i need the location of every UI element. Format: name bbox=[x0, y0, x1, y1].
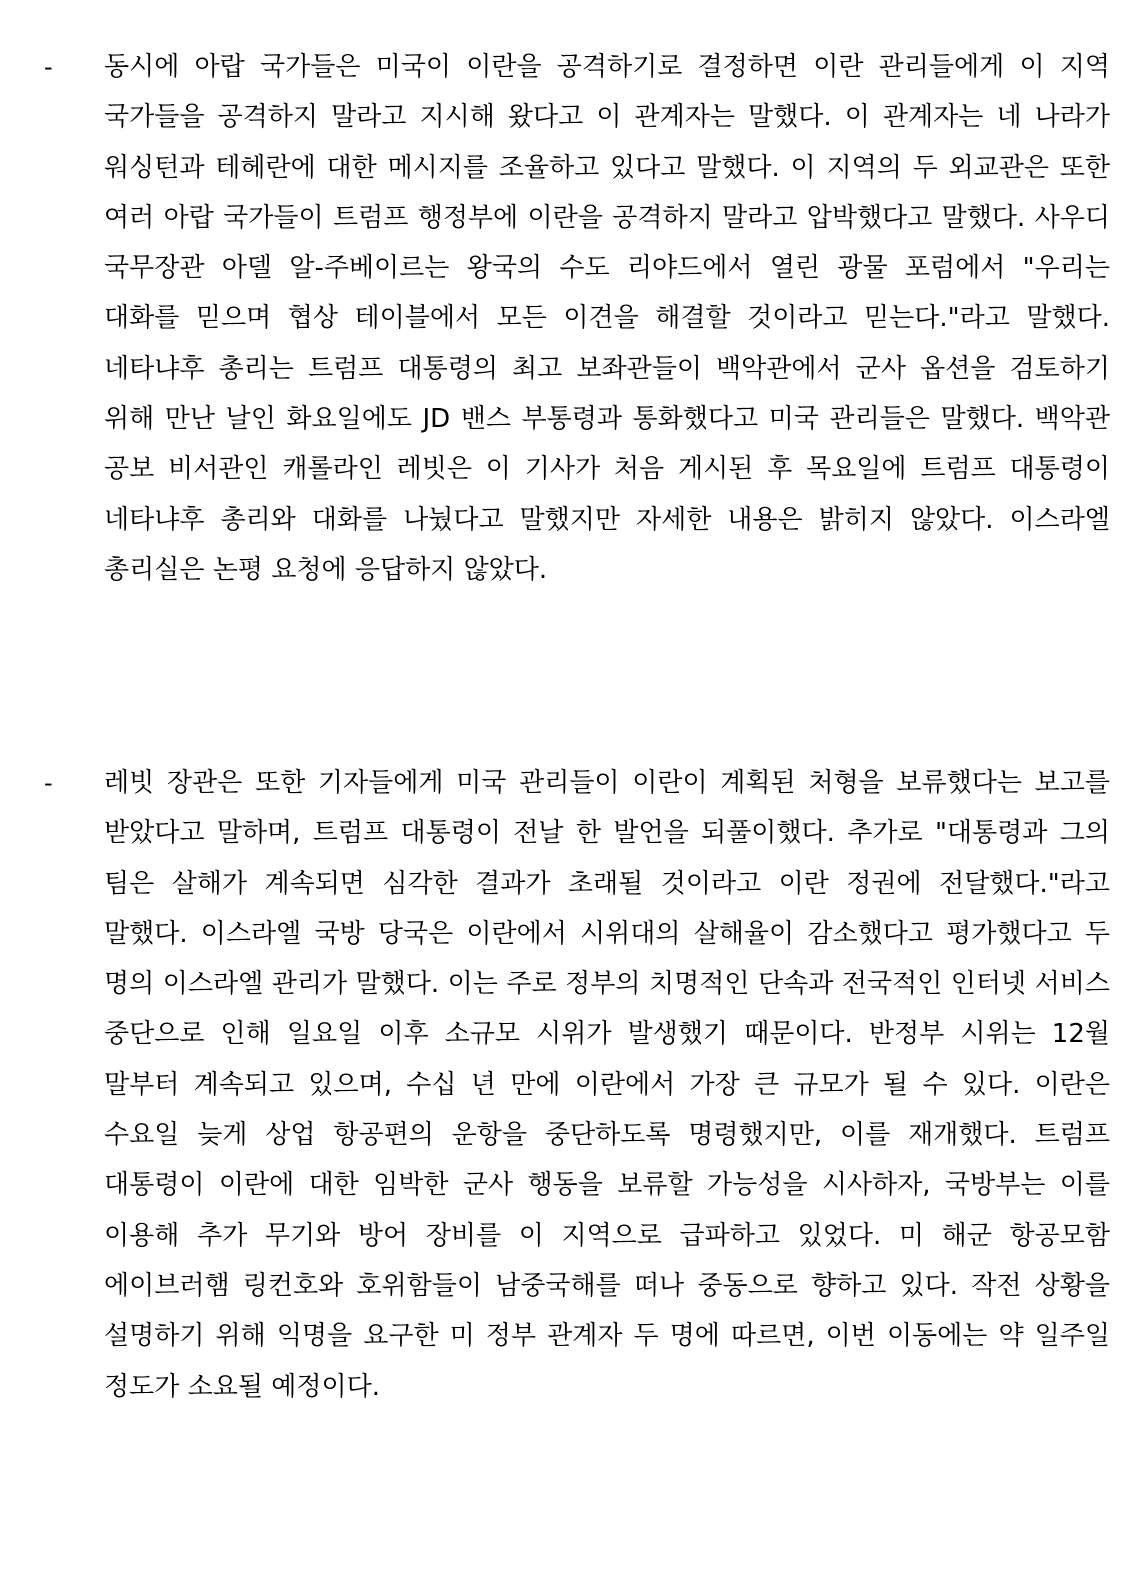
paragraph-1: 동시에 아랍 국가들은 미국이 이란을 공격하기로 결정하면 이란 관리들에게 이 지역 국가들을 공격하지 말라고 지시해 왔다고 이 관계자는 말했다. 이 관계자는 네 나라가 워싱턴과 테헤란에 대한 메시지를 조율하고 있다고 말했다. 이 지역의 두 외교관은 또한 여러 아랍 국가들이 트럼프 행정부에 이란을 공격하지 말라고 압박했다고 말했다. 사우디 국무장관 아델 알-주베이르는 왕국의 수도 리야드에서 열린 광물 포럼에서 "우리는 대화를 믿으며 협상 테이블에서 모든 이견을 해결할 것이라고 믿는다."라고 말했다. 네타냐후 총리는 트럼프 대통령의 최고 보좌관들이 백악관에서 군사 옵션을 검토하기 위해 만난 날인 화요일에도 JD 밴스 부통령과 통화했다고 미국 관리들은 말했다. 백악관 공보 비서관인 캐롤라인 레빗은 이 기사가 처음 게시된 후 목요일에 트럼프 대통령이 네타냐후 총리와 대화를 나눴다고 말했지만 자세한 내용은 밝히지 않았다. 이스라엘 총리실은 논평 요청에 응답하지 않았다. bbox=[104, 52, 1110, 585]
bullet-dash: - bbox=[44, 53, 53, 81]
paragraph-2: 레빗 장관은 또한 기자들에게 미국 관리들이 이란이 계획된 처형을 보류했다는 보고를 받았다고 말하며, 트럼프 대통령이 전날 한 발언을 되풀이했다. 추가로 "대통령과 그의 팀은 살해가 계속되면 심각한 결과가 초래될 것이라고 이란 정권에 전달했다."라고 말했다. 이스라엘 국방 당국은 이란에서 시위대의 살해율이 감소했다고 평가했다고 두 명의 이스라엘 관리가 말했다. 이는 주로 정부의 치명적인 단속과 전국적인 인터넷 서비스 중단으로 인해 일요일 이후 소규모 시위가 발생했기 때문이다. 반정부 시위는 12월 말부터 계속되고 있으며, 수십 년 만에 이란에서 가장 큰 규모가 될 수 있다. 이란은 수요일 늦게 상업 항공편의 운항을 중단하도록 명령했지만, 이를 재개했다. 트럼프 대통령이 이란에 대한 임박한 군사 행동을 보류할 가능성을 시사하자, 국방부는 이를 이용해 추가 무기와 방어 장비를 이 지역으로 급파하고 있었다. 미 해군 항공모함 에이브러햄 링컨호와 호위함들이 남중국해를 떠나 중동으로 향하고 있다. 작전 상황을 설명하기 위해 익명을 요구한 미 정부 관계자 두 명에 따르면, 이번 이동에는 약 일주일 정도가 소요될 예정이다. bbox=[104, 768, 1110, 1402]
bullet-dash: - bbox=[44, 769, 53, 797]
